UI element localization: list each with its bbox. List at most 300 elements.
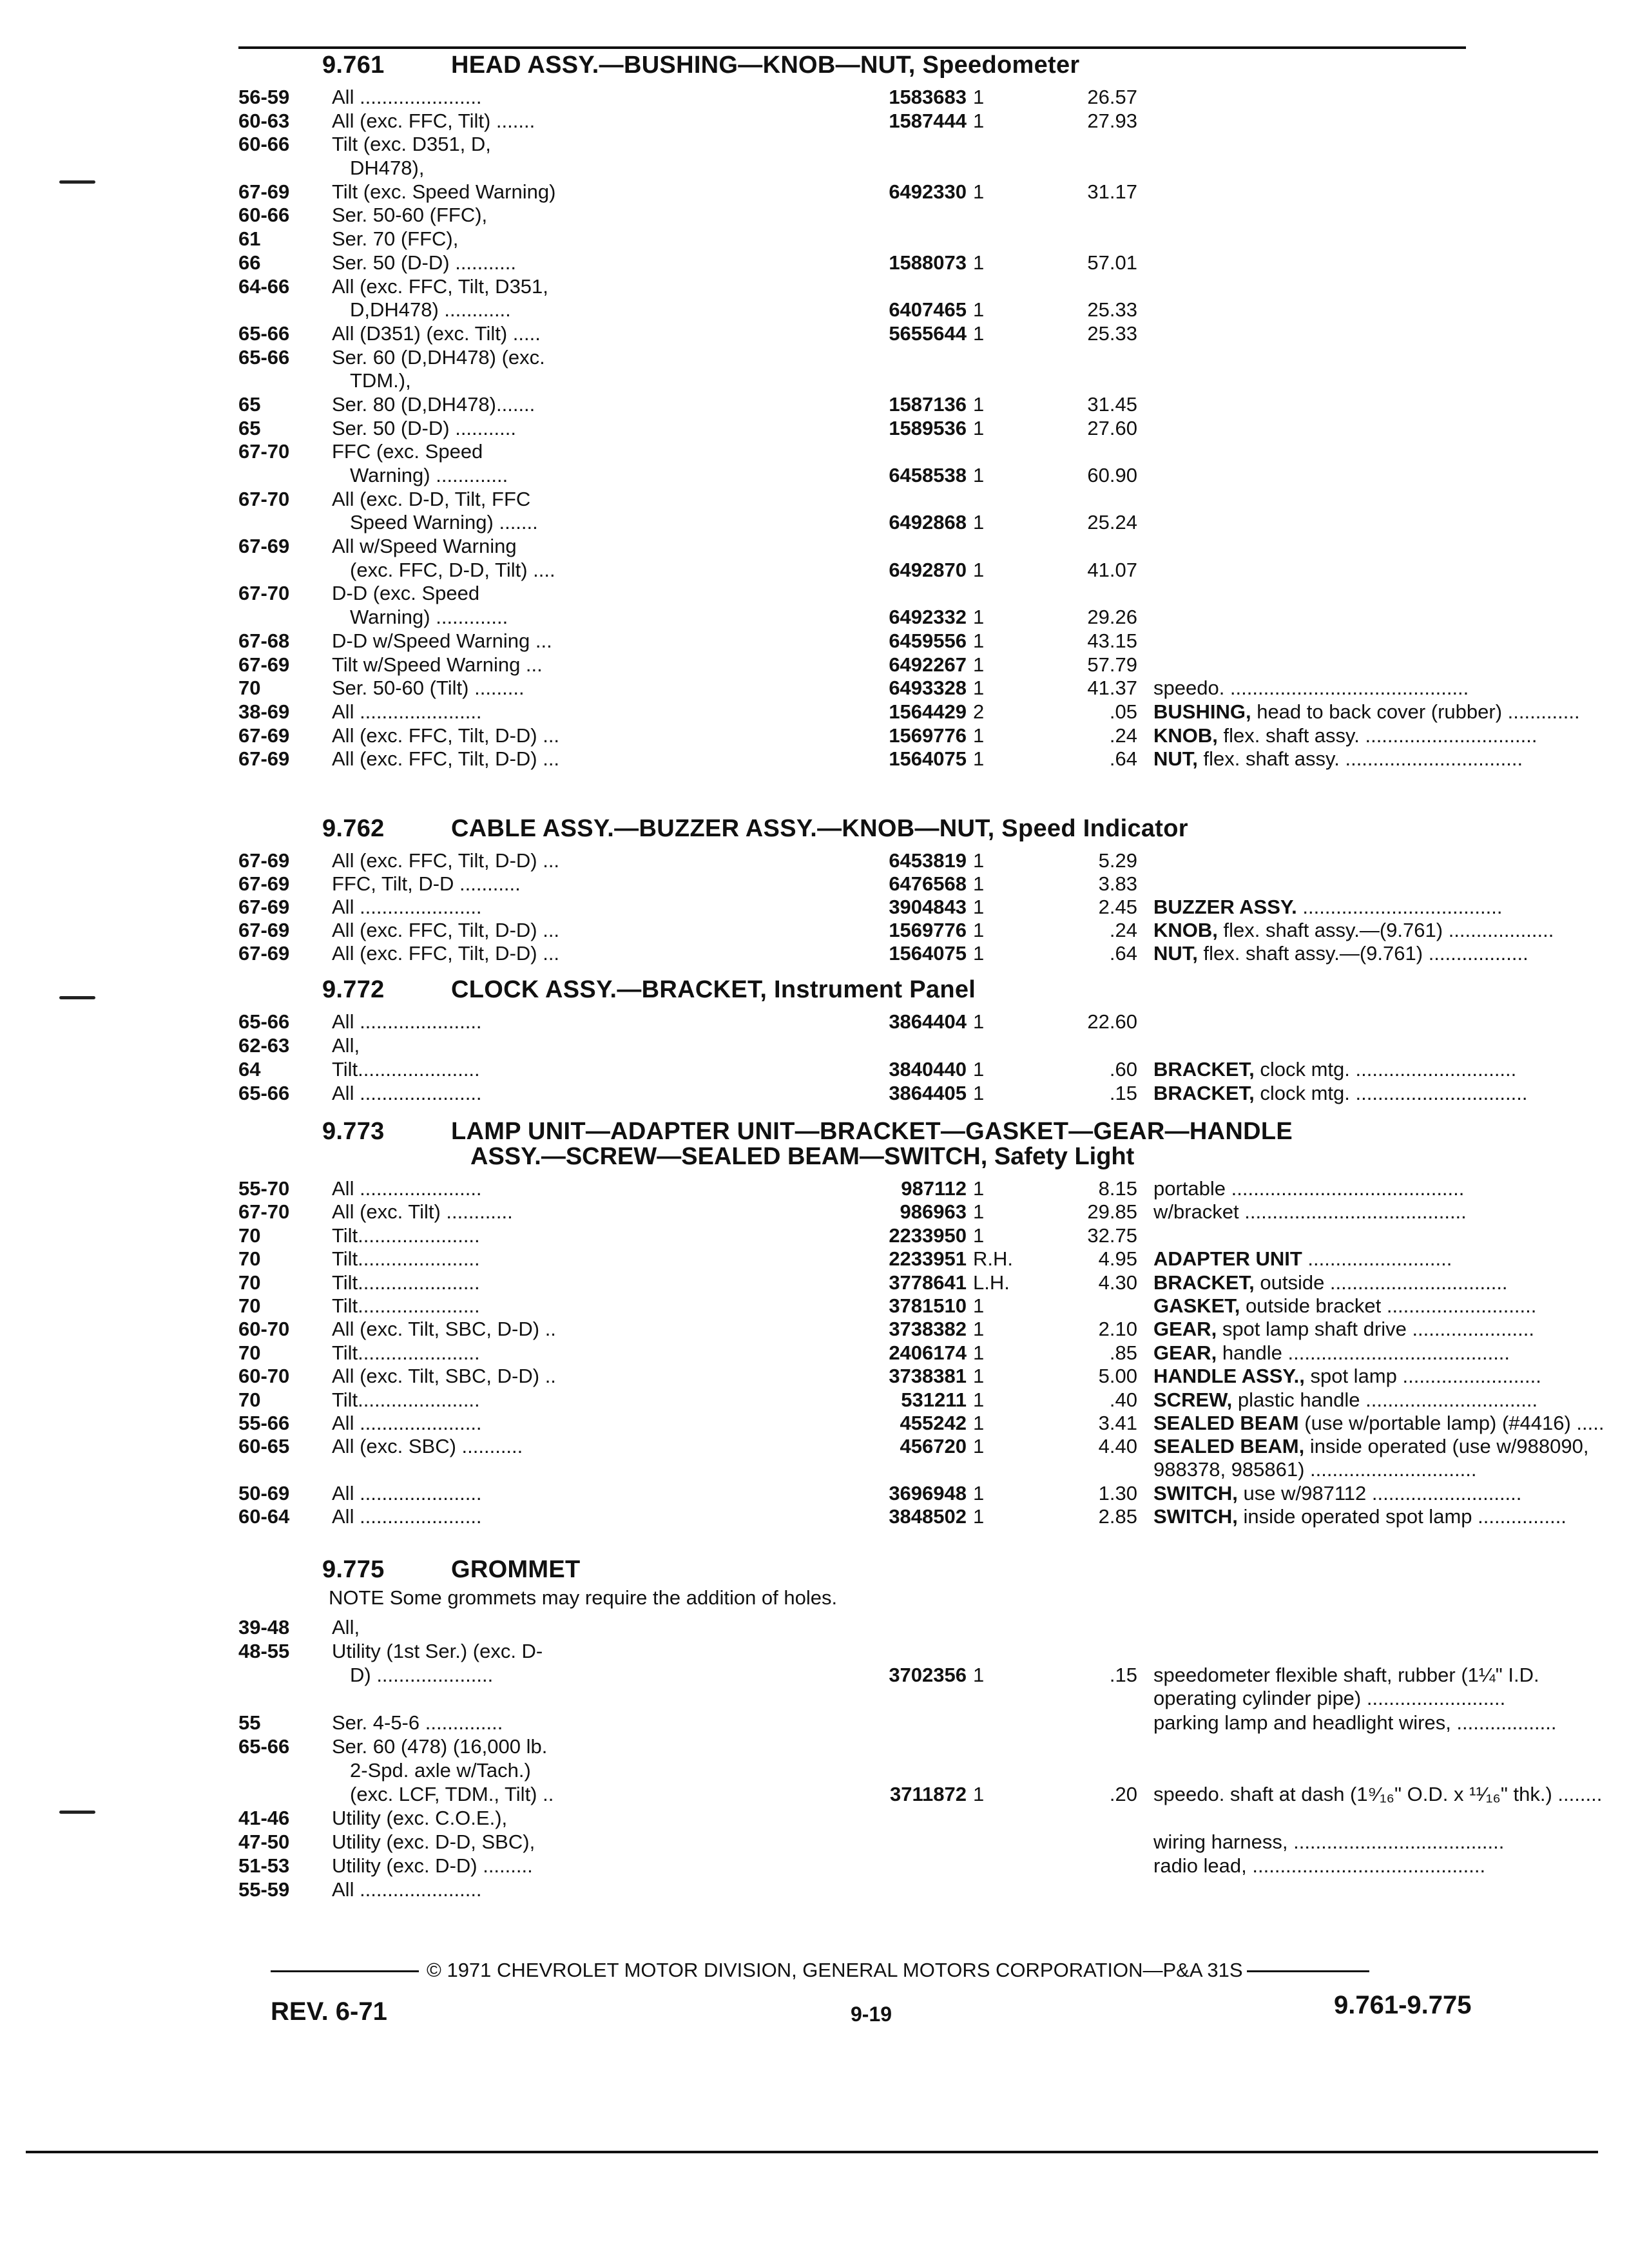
part-number-cell: 455242 <box>900 1411 967 1434</box>
year-cell: 61 <box>238 227 261 251</box>
model-cell: All ...................... <box>332 700 482 723</box>
year-cell: 39-48 <box>238 1616 290 1639</box>
table-row <box>238 1759 1501 1783</box>
description-text: radio lead, .......................................... <box>1153 1854 1486 1877</box>
quantity-cell: 1 <box>973 251 985 274</box>
model-cell: Tilt...................... <box>332 1271 480 1294</box>
quantity-cell: 1 <box>973 464 985 486</box>
description-cell <box>1153 1854 1629 1878</box>
table-row <box>238 747 1523 771</box>
price-cell: 25.33 <box>1087 298 1137 322</box>
part-number-cell: 6492868 <box>889 511 967 534</box>
table-row <box>238 1640 1501 1664</box>
top-rule <box>238 46 1466 49</box>
price-cell: .64 <box>1109 942 1137 965</box>
quantity-cell: 1 <box>973 849 985 872</box>
year-cell: 60-66 <box>238 133 290 156</box>
description-keyword: ADAPTER UNIT <box>1153 1247 1302 1271</box>
year-cell: 67-69 <box>238 872 290 895</box>
description-cell <box>1153 919 1629 942</box>
part-number-cell: 3840440 <box>889 1058 967 1081</box>
price-cell: 41.07 <box>1087 558 1137 581</box>
model-cell: Tilt...................... <box>332 1388 480 1411</box>
price-cell: 5.00 <box>1098 1365 1137 1388</box>
model-cell: All ...................... <box>332 1505 482 1528</box>
parts-table <box>238 1177 1605 1529</box>
section-9-761 <box>238 52 1580 771</box>
description-text: head to back cover (rubber) ............. <box>1257 700 1580 723</box>
description-text: inside operated spot lamp ................ <box>1243 1505 1566 1528</box>
description-text: flex. shaft assy.—(9.761) ................... <box>1223 919 1554 941</box>
part-number-cell: 6493328 <box>889 677 967 700</box>
table-row <box>238 1082 1528 1106</box>
year-cell: 56-59 <box>238 86 290 108</box>
table-row <box>238 322 1501 346</box>
year-cell: 67-69 <box>238 535 290 558</box>
table-row <box>238 1271 1508 1294</box>
quantity-cell: 1 <box>973 1664 985 1686</box>
model-cell: All (exc. FFC, Tilt) ....... <box>332 109 535 132</box>
model-cell: D-D w/Speed Warning ... <box>332 629 552 652</box>
model-cell: 2-Spd. axle w/Tach.) <box>350 1759 531 1782</box>
punch-mark <box>59 180 95 184</box>
description-cell <box>1153 1412 1629 1435</box>
description-text: handle ........................................ <box>1222 1341 1510 1364</box>
table-row <box>238 180 1501 204</box>
table-row <box>238 86 1501 110</box>
description-keyword: GEAR, <box>1153 1341 1217 1364</box>
section-heading <box>322 1556 1501 1584</box>
description-cell <box>1153 1058 1629 1081</box>
table-row <box>238 251 1501 275</box>
description-text: w/bracket ........................................ <box>1153 1200 1467 1224</box>
description-text-continued: 988378, 985861) .............................. <box>1153 1458 1477 1481</box>
section-9-762 <box>238 815 1554 965</box>
table-row <box>238 464 1501 488</box>
part-number-cell: 5655644 <box>889 322 967 345</box>
year-cell: 65-66 <box>238 1082 290 1104</box>
description-cell <box>1153 1247 1629 1271</box>
year-cell: 60-65 <box>238 1435 290 1458</box>
model-cell: All (exc. Tilt) ............ <box>332 1200 513 1224</box>
description-cell <box>1153 1082 1629 1105</box>
parts-table <box>238 86 1580 771</box>
description-cell <box>1153 1831 1629 1854</box>
description-text: flex. shaft assy. ............................... <box>1223 724 1537 747</box>
description-text: wiring harness, ...................................... <box>1153 1831 1505 1853</box>
description-cell <box>1153 1389 1629 1412</box>
description-text: portable .......................................... <box>1153 1177 1465 1200</box>
description-keyword: GASKET, <box>1153 1294 1240 1317</box>
price-cell: 43.15 <box>1087 629 1137 652</box>
year-cell: 70 <box>238 677 261 700</box>
model-cell: TDM.), <box>350 369 411 392</box>
model-cell: D,DH478) ............ <box>350 298 511 322</box>
description-cell <box>1153 1711 1629 1735</box>
model-cell: Utility (exc. C.O.E.), <box>332 1807 508 1829</box>
price-cell: 4.40 <box>1098 1435 1137 1458</box>
part-number-cell: 1587444 <box>889 109 967 132</box>
model-cell: DH478), <box>350 157 425 180</box>
price-cell: 4.30 <box>1098 1271 1137 1294</box>
year-cell: 65 <box>238 416 261 439</box>
table-row <box>238 1365 1541 1388</box>
table-row <box>238 535 1501 559</box>
year-cell: 67-69 <box>238 849 290 872</box>
model-cell: All (exc. FFC, Tilt, D351, <box>332 274 548 298</box>
model-cell: (exc. FFC, D-D, Tilt) .... <box>350 558 555 581</box>
quantity-cell: 1 <box>973 1435 985 1458</box>
quantity-cell: 1 <box>973 1010 985 1033</box>
part-number-cell: 1589536 <box>889 416 967 439</box>
year-cell: 47-50 <box>238 1831 290 1853</box>
year-cell: 64 <box>238 1058 261 1081</box>
quantity-cell: 1 <box>973 392 985 416</box>
description-keyword: SEALED BEAM, <box>1153 1435 1305 1458</box>
description-cell <box>1153 942 1629 965</box>
model-cell: Ser. 60 (D,DH478) (exc. <box>332 345 545 369</box>
description-keyword: SEALED BEAM <box>1153 1411 1299 1434</box>
year-cell: 70 <box>238 1271 261 1294</box>
model-cell: All (exc. Tilt, SBC, D-D) .. <box>332 1365 556 1388</box>
table-row <box>238 1411 1605 1435</box>
quantity-cell: 1 <box>973 1318 985 1341</box>
table-row <box>238 1177 1501 1200</box>
table-row <box>238 417 1501 441</box>
part-number-cell: 1583683 <box>889 86 967 108</box>
year-cell: 67-70 <box>238 487 290 510</box>
table-row <box>238 849 1501 872</box>
section-heading <box>322 1118 1501 1146</box>
part-number-cell: 6407465 <box>889 298 967 322</box>
price-cell: 4.95 <box>1098 1247 1137 1271</box>
description-keyword: NUT, <box>1153 747 1198 771</box>
year-cell: 55-70 <box>238 1177 290 1200</box>
year-cell: 67-69 <box>238 942 290 965</box>
year-cell: 60-70 <box>238 1365 290 1388</box>
price-cell: .15 <box>1109 1082 1137 1104</box>
table-row <box>238 700 1580 724</box>
section-number: 9.775 <box>322 1556 385 1583</box>
part-number-cell: 3778641 <box>889 1271 967 1294</box>
description-text: speedo. shaft at dash (1⁹⁄₁₆" O.D. x ¹¹⁄₁₆" thk.) ........ <box>1153 1783 1603 1805</box>
model-cell: All, <box>332 1034 360 1057</box>
price-cell: 1.30 <box>1098 1482 1137 1505</box>
model-cell: Utility (exc. D-D, SBC), <box>332 1831 535 1853</box>
price-cell: 29.26 <box>1087 606 1137 629</box>
table-row <box>238 1034 1501 1058</box>
price-cell: .64 <box>1109 747 1137 771</box>
description-keyword: GEAR, <box>1153 1318 1217 1341</box>
price-cell: 41.37 <box>1087 677 1137 700</box>
part-number-cell: 6492267 <box>889 653 967 676</box>
table-row <box>238 1482 1522 1505</box>
part-number-cell: 3781510 <box>889 1294 967 1317</box>
part-number-cell: 3696948 <box>889 1482 967 1505</box>
table-row <box>238 1505 1566 1528</box>
part-number-cell: 6459556 <box>889 629 967 652</box>
part-number-cell: 3904843 <box>889 896 967 918</box>
table-row <box>238 724 1537 748</box>
description-text: speedometer flexible shaft, rubber (1¼" I.D. <box>1153 1664 1539 1686</box>
part-number-cell: 6453819 <box>889 849 967 872</box>
table-row <box>238 559 1501 582</box>
description-cell <box>1153 1271 1629 1294</box>
model-cell: Warning) ............. <box>350 606 508 629</box>
model-cell: Tilt...................... <box>332 1224 480 1247</box>
price-cell: 2.10 <box>1098 1318 1137 1341</box>
quantity-cell: 1 <box>973 919 985 941</box>
price-cell: 29.85 <box>1087 1200 1137 1224</box>
table-row <box>238 1435 1589 1482</box>
model-cell: FFC, Tilt, D-D ........... <box>332 872 521 895</box>
year-cell: 65-66 <box>238 345 290 369</box>
bottom-rule <box>26 2151 1598 2153</box>
price-cell: 31.45 <box>1087 392 1137 416</box>
year-cell: 67-70 <box>238 582 290 605</box>
year-cell: 65-66 <box>238 322 290 345</box>
model-cell: All (D351) (exc. Tilt) ..... <box>332 322 541 345</box>
table-row <box>238 440 1501 464</box>
table-row <box>238 1878 1501 1902</box>
year-cell: 55-66 <box>238 1411 290 1434</box>
description-text: outside ................................ <box>1260 1271 1508 1294</box>
section-number: 9.773 <box>322 1118 385 1145</box>
section-title: GROMMET <box>451 1556 581 1583</box>
model-cell: All ...................... <box>332 1177 482 1200</box>
table-row <box>238 1224 1501 1247</box>
part-number-cell: 1588073 <box>889 251 967 274</box>
model-cell: D) ..................... <box>350 1664 494 1686</box>
year-cell: 70 <box>238 1247 261 1271</box>
description-text: .......................... <box>1307 1247 1452 1271</box>
table-row <box>238 919 1554 942</box>
description-keyword: SWITCH, <box>1153 1505 1238 1528</box>
price-cell: .05 <box>1109 700 1137 723</box>
description-text: inside operated (use w/988090, <box>1309 1435 1589 1458</box>
part-number-cell: 3711872 <box>890 1783 967 1805</box>
price-cell: .40 <box>1109 1388 1137 1411</box>
quantity-cell: 1 <box>973 86 985 108</box>
table-row <box>238 346 1501 370</box>
description-cell <box>1153 1365 1629 1388</box>
table-row <box>238 629 1501 653</box>
table-row <box>238 1664 1539 1711</box>
model-cell: All w/Speed Warning <box>332 535 517 558</box>
price-cell: 27.60 <box>1087 416 1137 439</box>
year-cell: 60-66 <box>238 204 290 227</box>
quantity-cell: 1 <box>973 653 985 676</box>
model-cell: All (exc. FFC, Tilt, D-D) ... <box>332 724 560 747</box>
price-cell: 60.90 <box>1087 464 1137 486</box>
description-keyword: NUT, <box>1153 942 1198 965</box>
table-row <box>238 896 1501 919</box>
description-cell <box>1153 1200 1629 1224</box>
model-cell: D-D (exc. Speed <box>332 582 480 605</box>
year-cell: 67-69 <box>238 896 290 918</box>
section-9-775 <box>238 1556 1603 1902</box>
section-title: CLOCK ASSY.—BRACKET, Instrument Panel <box>451 976 976 1003</box>
year-cell: 60-70 <box>238 1318 290 1341</box>
quantity-cell: 1 <box>973 1783 985 1805</box>
year-cell: 38-69 <box>238 700 290 723</box>
part-number-cell: 3738381 <box>889 1365 967 1388</box>
model-cell: All ...................... <box>332 86 482 108</box>
part-number-cell: 986963 <box>900 1200 967 1224</box>
price-cell: .24 <box>1109 724 1137 747</box>
table-row <box>238 582 1501 606</box>
table-row <box>238 393 1501 417</box>
price-cell: .85 <box>1109 1341 1137 1364</box>
quantity-cell: 1 <box>973 1482 985 1505</box>
price-cell: 3.41 <box>1098 1411 1137 1434</box>
year-cell: 55-59 <box>238 1878 290 1901</box>
copyright-text: © 1971 CHEVROLET MOTOR DIVISION, GENERAL MOTORS CORPORATION—P&A 31S <box>427 1959 1243 1981</box>
table-row <box>238 1200 1501 1224</box>
section-heading <box>322 815 1501 843</box>
table-row <box>238 1388 1538 1412</box>
table-row <box>238 1735 1501 1759</box>
price-cell: 2.85 <box>1098 1505 1137 1528</box>
table-row <box>238 1854 1501 1878</box>
model-cell: FFC (exc. Speed <box>332 440 483 463</box>
part-number-cell: 2233950 <box>889 1224 967 1247</box>
year-cell: 65-66 <box>238 1735 290 1758</box>
quantity-cell: 1 <box>973 298 985 322</box>
part-number-cell: 3864404 <box>889 1010 967 1033</box>
parts-table <box>238 1010 1528 1106</box>
table-row <box>238 1711 1557 1735</box>
quantity-cell: 1 <box>973 1058 985 1081</box>
description-keyword: HANDLE ASSY., <box>1153 1365 1305 1388</box>
section-number: 9.772 <box>322 976 385 1003</box>
quantity-cell: 1 <box>973 511 985 534</box>
description-text: plastic handle ............................... <box>1237 1388 1538 1411</box>
description-text: flex. shaft assy. ................................ <box>1203 747 1523 771</box>
part-number-cell: 1569776 <box>889 724 967 747</box>
table-row <box>238 298 1501 322</box>
description-cell <box>1153 1783 1629 1806</box>
description-keyword: BRACKET, <box>1153 1082 1255 1104</box>
table-row <box>238 488 1501 512</box>
price-cell: .60 <box>1109 1058 1137 1081</box>
table-row <box>238 1831 1505 1854</box>
table-row <box>238 133 1501 157</box>
year-cell: 67-69 <box>238 724 290 747</box>
model-cell: Tilt (exc. Speed Warning) <box>332 180 556 203</box>
part-number-cell: 6476568 <box>889 872 967 895</box>
quantity-cell: 1 <box>973 1388 985 1411</box>
part-number-cell: 6492870 <box>889 558 967 581</box>
model-cell: Ser. 60 (478) (16,000 lb. <box>332 1735 548 1758</box>
model-cell: Ser. 80 (D,DH478)....... <box>332 392 535 416</box>
year-cell: 67-69 <box>238 747 290 771</box>
model-cell: All ...................... <box>332 1411 482 1434</box>
year-cell: 50-69 <box>238 1482 290 1505</box>
model-cell: All ...................... <box>332 1482 482 1505</box>
year-cell: 66 <box>238 251 261 274</box>
description-keyword: BRACKET, <box>1153 1271 1255 1294</box>
table-row <box>238 110 1501 133</box>
quantity-cell: 1 <box>973 1341 985 1364</box>
description-text: (use w/portable lamp) (#4416) ..... <box>1304 1411 1605 1434</box>
section-note: NOTE Some grommets may require the addition of holes. <box>329 1586 838 1609</box>
model-cell: All (exc. FFC, Tilt, D-D) ... <box>332 849 560 872</box>
description-keyword: BUSHING, <box>1153 700 1251 723</box>
year-cell: 67-69 <box>238 180 290 203</box>
description-text: speedo. ........................................... <box>1153 677 1469 700</box>
year-cell: 65-66 <box>238 1010 290 1033</box>
section-title: HEAD ASSY.—BUSHING—KNOB—NUT, Speedometer <box>451 52 1080 79</box>
description-text: flex. shaft assy.—(9.761) .................. <box>1203 942 1528 965</box>
year-cell: 67-70 <box>238 1200 290 1224</box>
description-cell <box>1153 724 1629 747</box>
table-row <box>238 511 1501 535</box>
year-cell: 70 <box>238 1388 261 1411</box>
description-text: spot lamp ......................... <box>1310 1365 1541 1388</box>
description-cell <box>1153 1294 1629 1318</box>
part-number-cell: 1564429 <box>889 700 967 723</box>
table-row <box>238 1247 1501 1271</box>
section-heading <box>322 976 1501 1004</box>
year-cell: 67-69 <box>238 919 290 941</box>
table-row <box>238 204 1501 227</box>
description-cell <box>1153 677 1629 700</box>
model-cell: All (exc. FFC, Tilt, D-D) ... <box>332 919 560 941</box>
part-number-cell: 6492330 <box>889 180 967 203</box>
description-text: clock mtg. ............................... <box>1260 1082 1528 1104</box>
description-keyword: BUZZER ASSY. <box>1153 896 1297 918</box>
model-cell: Tilt...................... <box>332 1058 480 1081</box>
description-text: use w/987112 ........................... <box>1243 1482 1522 1505</box>
year-cell: 48-55 <box>238 1640 290 1662</box>
description-text: spot lamp shaft drive ...................... <box>1222 1318 1534 1341</box>
table-row <box>238 227 1501 251</box>
description-cell <box>1153 747 1629 771</box>
price-cell: 26.57 <box>1087 86 1137 108</box>
section-range: 9.761-9.775 <box>1334 1991 1472 2019</box>
parts-table <box>238 849 1554 965</box>
part-number-cell: 3848502 <box>889 1505 967 1528</box>
part-number-cell: 6492332 <box>889 606 967 629</box>
quantity-cell: 1 <box>973 724 985 747</box>
table-row <box>238 1341 1510 1365</box>
section-title-continued: ASSY.—SCREW—SEALED BEAM—SWITCH, Safety Light <box>470 1143 1135 1170</box>
section-number: 9.761 <box>322 52 385 79</box>
part-number-cell: 456720 <box>900 1435 967 1458</box>
description-cell <box>1153 1505 1629 1528</box>
description-cell <box>1153 1341 1629 1365</box>
year-cell: 64-66 <box>238 274 290 298</box>
description-keyword: KNOB, <box>1153 724 1218 747</box>
part-number-cell: 6458538 <box>889 464 967 486</box>
table-row <box>238 942 1528 965</box>
parts-table <box>238 1616 1603 1902</box>
description-cell <box>1153 1664 1629 1710</box>
table-row <box>238 1783 1603 1807</box>
model-cell: Ser. 50 (D-D) ........... <box>332 251 516 274</box>
description-text: clock mtg. ............................. <box>1260 1058 1517 1081</box>
quantity-cell: 1 <box>973 416 985 439</box>
price-cell: 27.93 <box>1087 109 1137 132</box>
price-cell: 5.29 <box>1098 849 1137 872</box>
year-cell: 60-63 <box>238 109 290 132</box>
price-cell: 57.79 <box>1087 653 1137 676</box>
model-cell: All, <box>332 1616 360 1639</box>
table-row <box>238 369 1501 393</box>
year-cell: 67-70 <box>238 440 290 463</box>
model-cell: Tilt...................... <box>332 1294 480 1317</box>
